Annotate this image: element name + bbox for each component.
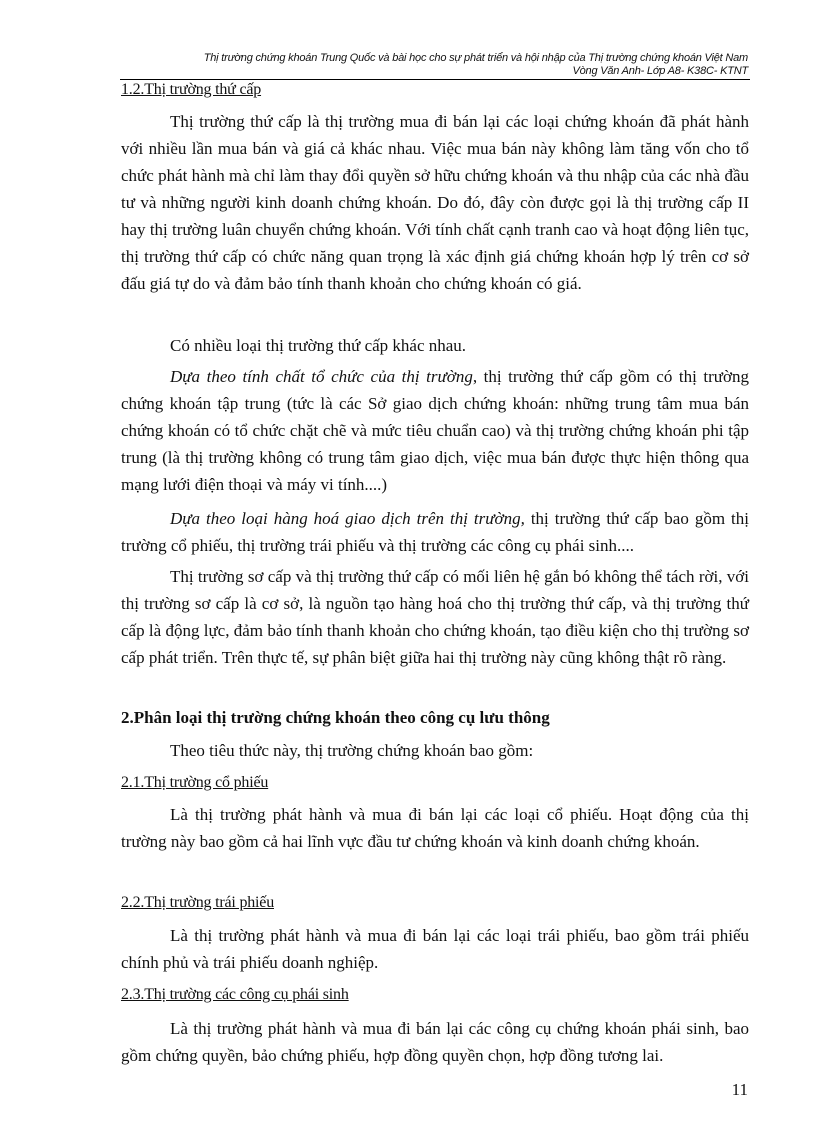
paragraph-types-intro: Có nhiều loại thị trường thứ cấp khác nhau. [170, 336, 467, 355]
paragraph-stock-market: Là thị trường phát hành và mua đi bán lại các loại cổ phiếu. Hoạt động của thị trường này bao gồm cả hai lĩnh vực đầu tư chứng khoán và kinh doanh chứng khoán. [121, 805, 749, 851]
paragraph-secondary-market: Thị trường thứ cấp là thị trường mua đi bán lại các loại chứng khoán đã phát hành với nhiều lần mua bán và giá cả khác nhau. Việc mua bán này không làm tăng vốn cho tổ chức phát hành mà chỉ làm thay đổi quyền sở hữu chứng khoán và thu nhập của các nhà đầu tư và những người kinh doanh chứng khoán. Do đó, đây còn được gọi là thị trường cấp II hay thị trường luân chuyển chứng khoán. Với tính chất cạnh tranh cao và hoạt động liên tục, thị trường thứ cấp có chức năng quan trọng là xác định giá chứng khoán hợp lý trên cơ sở đấu giá tự do và đảm bảo tính thanh khoản cho chứng khoán có giá. [121, 112, 749, 293]
paragraph-relationship: Thị trường sơ cấp và thị trường thứ cấp có mối liên hệ gắn bó không thể tách rời, với thị trường sơ cấp là cơ sở, là nguồn tạo hàng hoá cho thị trường thứ cấp, và thị trường thứ cấp là động lực, đảm bảo tính thanh khoản cho chứng khoán, tạo điều kiện cho thị trường sơ cấp phát triển. Trên thực tế, sự phân biệt giữa hai thị trường này cũng không thật rõ ràng. [121, 567, 749, 667]
section-heading-2: 2.Phân loại thị trường chứng khoán theo công cụ lưu thông [121, 708, 550, 727]
paragraph-by-goods: Dựa theo loại hàng hoá giao dịch trên thị trường, thị trường thứ cấp bao gồm thị trường cổ phiếu, thị trường trái phiếu và thị trường các công cụ phái sinh.... [121, 509, 749, 555]
paragraph-derivatives-market: Là thị trường phát hành và mua đi bán lại các công cụ chứng khoán phái sinh, bao gồm chứng quyền, bảo chứng phiếu, hợp đồng quyền chọn, hợp đồng tương lai. [121, 1019, 749, 1065]
running-header-title: Thị trường chứng khoán Trung Quốc và bài học cho sự phát triển và hội nhập của Thị trường chứng khoán Việt Nam [203, 52, 748, 64]
paragraph-criteria: Theo tiêu thức này, thị trường chứng khoán bao gồm: [170, 741, 534, 760]
running-header-author: Vòng Văn Anh- Lớp A8- K38C- KTNT [572, 65, 748, 77]
subheading-1-2: 1.2.Thị trường thứ cấp [121, 81, 262, 98]
page-number: 11 [731, 1080, 748, 1099]
subheading-2-2: 2.2.Thị trường trái phiếu [121, 894, 274, 911]
subheading-2-3: 2.3.Thị trường các công cụ phái sinh [121, 986, 349, 1003]
subheading-2-1: 2.1.Thị trường cổ phiếu [121, 774, 269, 791]
paragraph-bond-market: Là thị trường phát hành và mua đi bán lại các loại trái phiếu, bao gồm trái phiếu chính phủ và trái phiếu doanh nghiệp. [121, 926, 749, 972]
paragraph-by-organization: Dựa theo tính chất tổ chức của thị trường, thị trường thứ cấp gồm có thị trường chứng khoán tập trung (tức là các Sở giao dịch chứng khoán: những trung tâm mua bán chứng khoán có tổ chức chặt chẽ và mức tiêu chuẩn cao) và thị trường chứng khoán phi tập trung (là thị trường không có trung tâm giao dịch, việc mua bán được thực hiện thông qua mạng lưới điện thoại và máy vi tính....) [121, 367, 749, 494]
